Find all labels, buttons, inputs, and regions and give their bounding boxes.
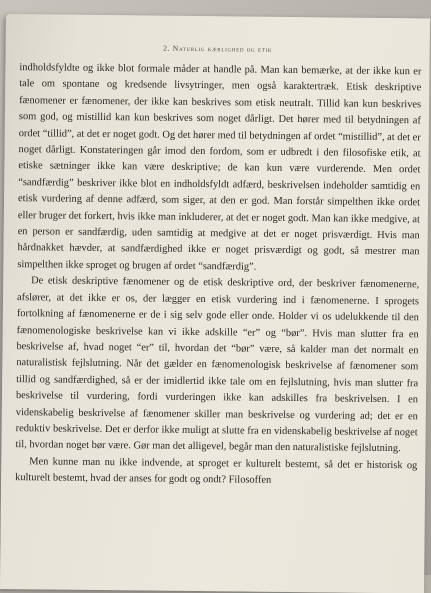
paragraph-3: Men kunne man nu ikke indvende, at sproget er kulturelt bestemt, så det er historisk og kulturelt bestemt, hvad der anses for godt og ondt? Filosoffen [15, 456, 418, 486]
book-page [0, 14, 430, 593]
paragraph-2: De etisk deskriptive fænomener og de etisk deskriptive ord, der beskriver fænomenerne, afslører, at det ikke er os, der lægger en etisk vurdering ind i fænomenerne. I sprogets fortolkning af fænomenerne er de i sig selv gode eller onde. Holder vi os udelukkende til den fænomenologiske beskrivelse kan vi ikke adskille “er” og “bør”. Hvis man slutter fra en beskrivelse af, hvad noget “er” til, hvordan det “bør” være, så kalder man det normalt en naturalistisk fejlslutning. Når det gælder en fænomenologisk beskrivelse af fænomener som tillid og sandfærdighed, så er der imidlertid ikke tale om en fejlslutning, hvis man slutter fra beskrivelse til vurdering, fordi vurderingen ikke kan adskilles fra beskrivelsen. I en videnskabelig beskrivelse af fænomener skiller man beskrivelse og vurdering ad; det er en reduktiv beskrivelse. Det er derfor ikke muligt at slutte fra en videnskabelig beskrivelse af noget til, hvordan noget bør være. Gør man det alligevel, begår man den naturalistiske fejlslutning. [15, 275, 420, 455]
page-body [15, 60, 421, 491]
running-header: 2. Naturlig kærlighed og etik [163, 43, 273, 54]
paragraph-1: indholdsfyldte og ikke blot formale måder at handle på. Man kan bemærke, at der ikke kun er tale om spontane og kredsende livsytringer, men også karaktertræk. Etisk deskriptive fænomener er fænomener, der ikke kan beskrives som etisk neutralt. Tillid kan kun beskrives som god, og mistillid kan kun beskrives som noget dårligt. Det hører med til betydningen af ordet “tillid”, at det er noget godt. Og det hører med til betydningen af ordet “mistillid”, at det er noget dårligt. Konstateringen går imod den fordom, som er udbredt i den filosofiske etik, at etiske sætninger ikke kan være deskriptive; de kan kun være vurderende. Men ordet “sandfærdig” beskriver ikke blot en indholdsfyldt adfærd, beskrivelsen indeholder samtidig en etisk vurdering af denne adfærd, som siger, at den er god. Man forstår simpelthen ikke ordet eller bruger det forkert, hvis ikke man inkluderer, at det er noget godt. Man kan ikke medgive, at en person er sandfærdig, uden samtidig at medgive at det er noget prisværdigt. Hvis man hårdnakket hævder, at sandfærdighed ikke er noget prisværdigt og godt, så mestrer man simpelthen ikke sproget og brugen af ordet “sandfærdig”. [17, 62, 422, 273]
